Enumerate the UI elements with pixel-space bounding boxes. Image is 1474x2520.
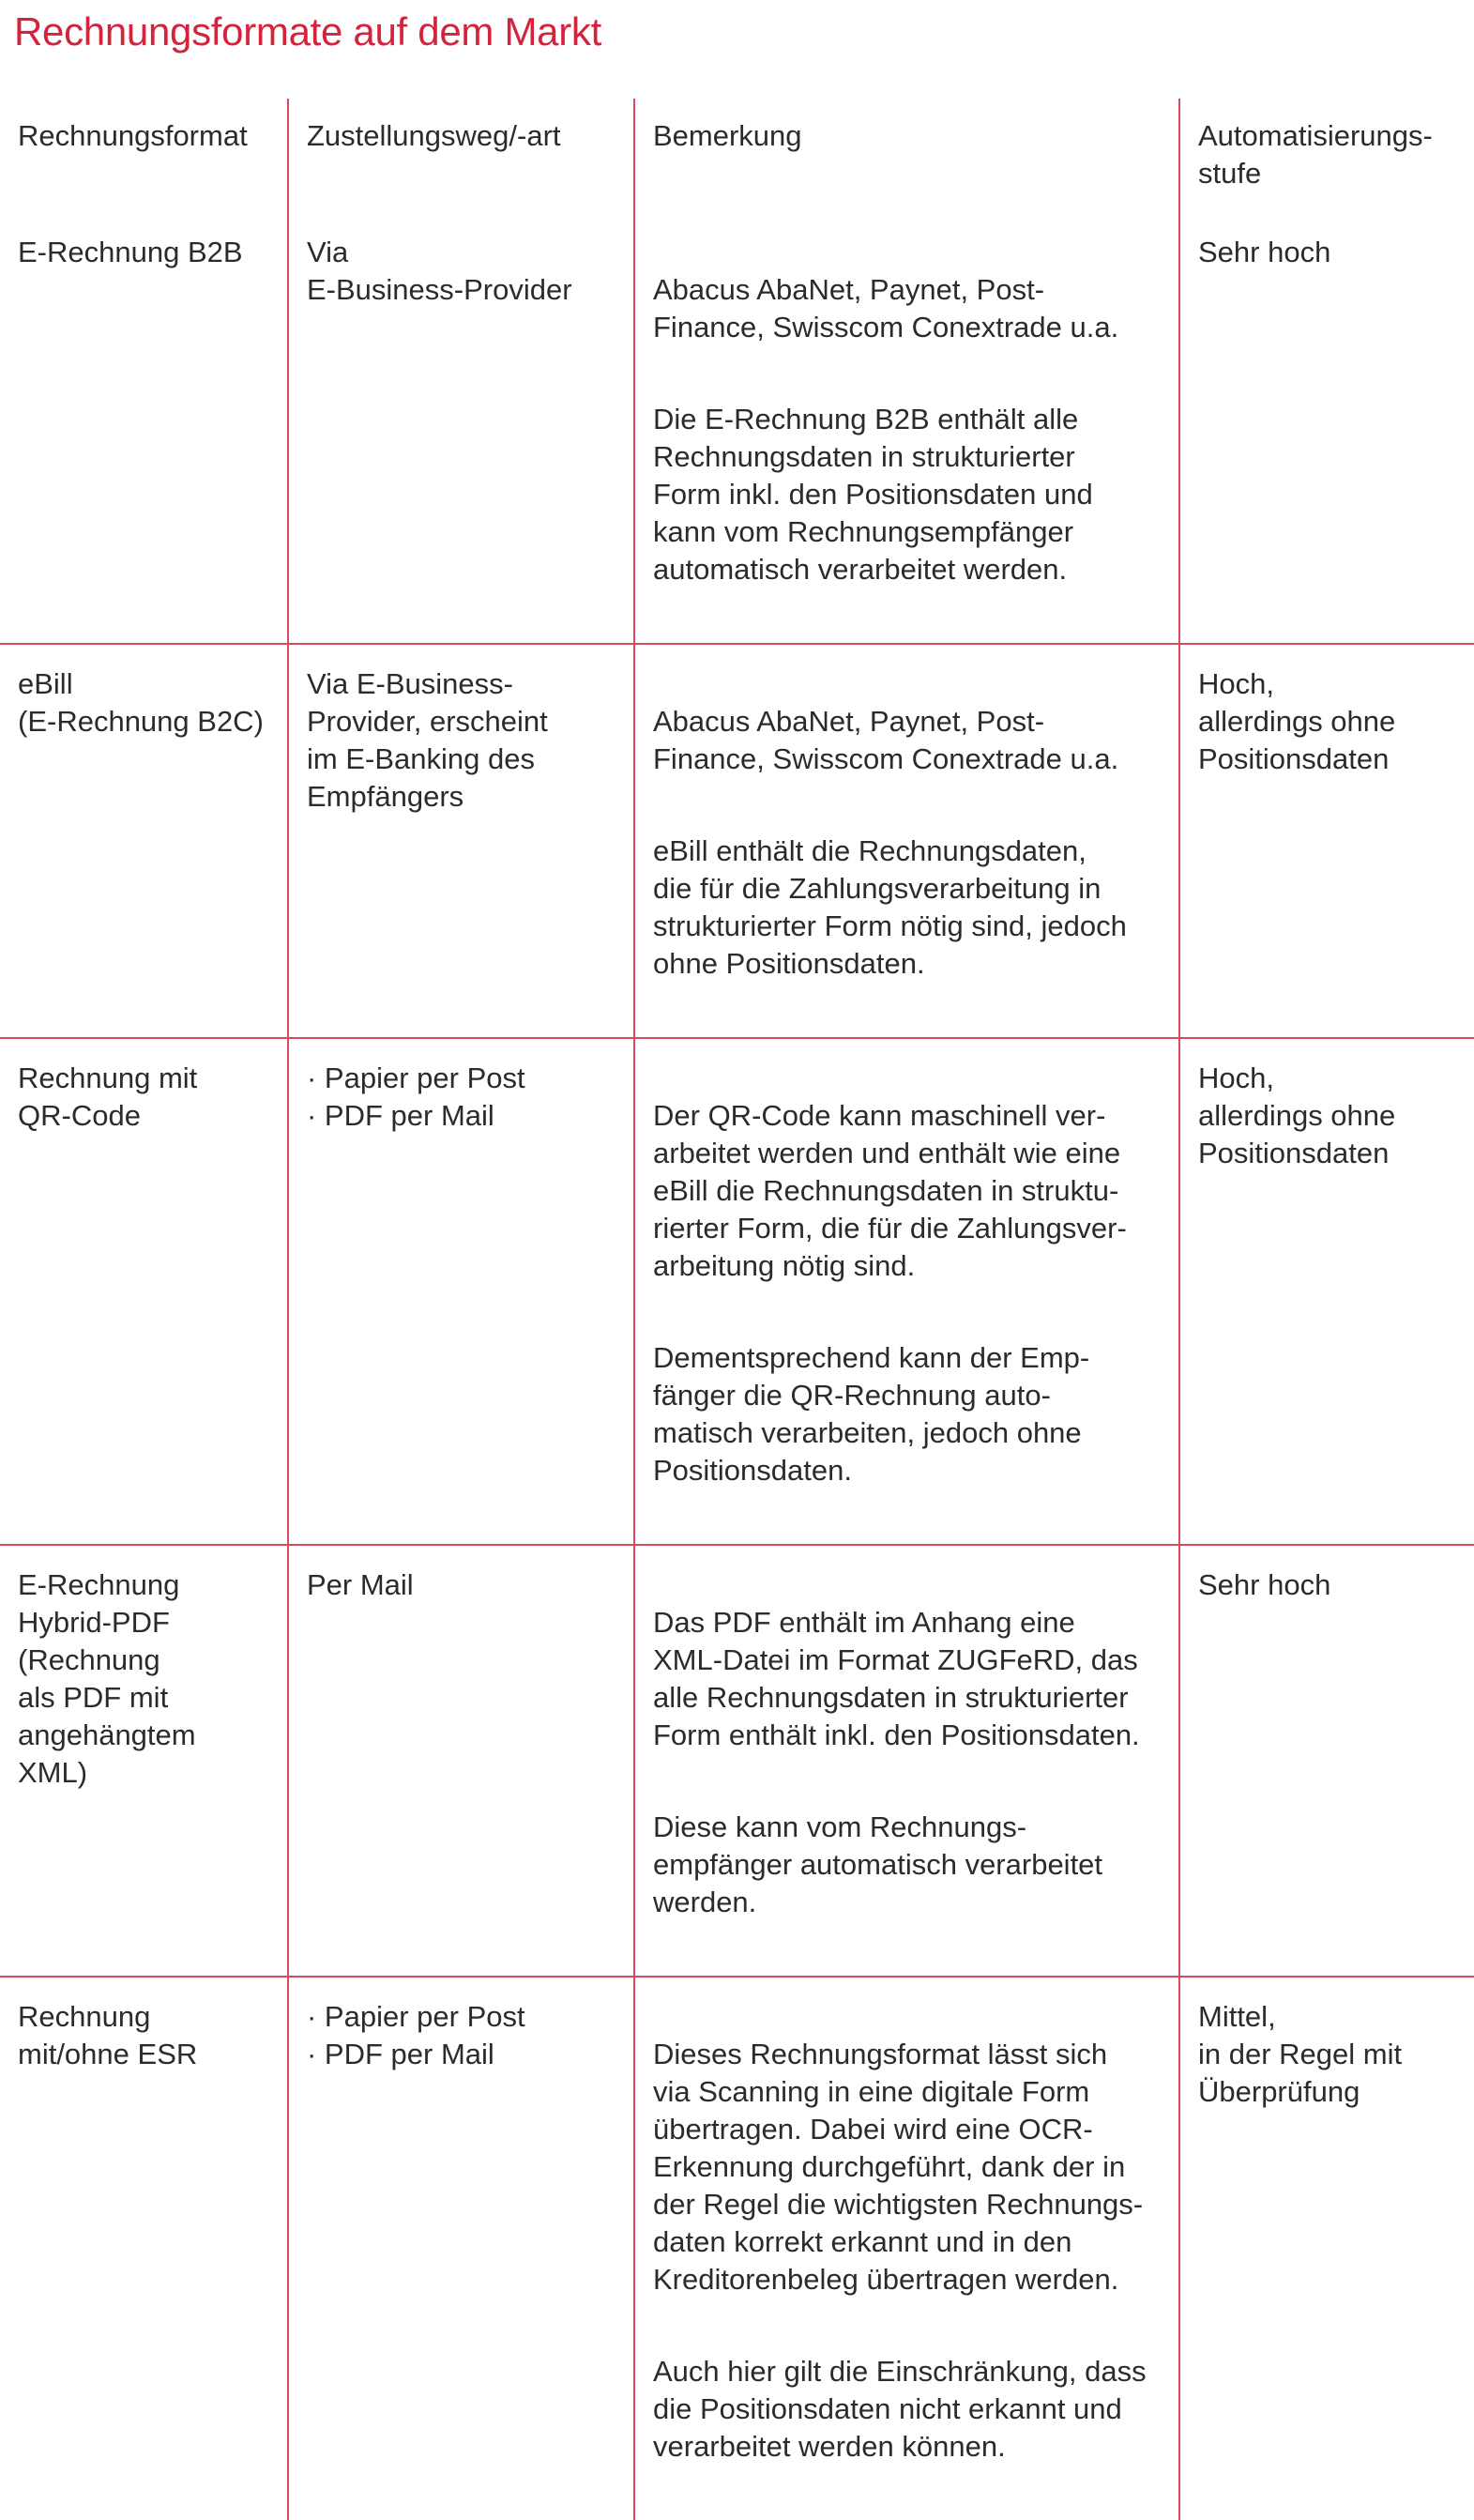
- remark-paragraph: Abacus AbaNet, Paynet, Post- Finance, Swisscom Conextrade u.a.: [653, 705, 1119, 775]
- column-header-format: Rechnungsformat: [18, 119, 248, 152]
- remark-paragraph: Auch hier gilt die Einschränkung, dass die Positionsdaten nicht erkannt und verarbeitet werden können.: [653, 2355, 1147, 2463]
- automation-level-cell: Sehr hoch: [1179, 1545, 1474, 1977]
- remark-cell: [634, 1038, 1179, 1545]
- remark-paragraph: Dementsprechend kann der Emp- fänger die QR-Rechnung auto- matisch verarbeiten, jedoch ohne Positionsdaten.: [653, 1341, 1090, 1487]
- format-cell: Rechnung mit QR-Code: [18, 1061, 198, 1132]
- table-row: [0, 1038, 1474, 1545]
- table-row: [0, 1977, 1474, 2520]
- remark-paragraph: Das PDF enthält im Anhang eine XML-Datei im Format ZUGFeRD, das alle Rechnungsdaten in strukturierter Form enthält inkl. den Positionsdaten.: [653, 1606, 1140, 1751]
- column-header-automation-level: Automatisierungs- stufe: [1179, 99, 1474, 213]
- automation-level-cell: Hoch, allerdings ohne Positionsdaten: [1179, 644, 1474, 1038]
- table-row: [0, 213, 1474, 644]
- remark-paragraph: eBill enthält die Rechnungsdaten, die für die Zahlungsverarbeitung in strukturierter Form nötig sind, jedoch ohne Positionsdaten.: [653, 834, 1127, 980]
- column-header-delivery: Zustellungsweg/-art: [288, 99, 634, 213]
- delivery-cell: Per Mail: [288, 1545, 634, 1977]
- remark-paragraph: Der QR-Code kann maschinell ver- arbeitet werden und enthält wie eine eBill die Rechnungsdaten in struktu- rierter Form, die für die Zahlungsver- arbeitung nötig sind.: [653, 1099, 1127, 1282]
- table-row: [0, 644, 1474, 1038]
- format-cell: Rechnung mit/ohne ESR: [18, 2000, 198, 2070]
- table-header-row: [0, 99, 1474, 213]
- automation-level-cell: Hoch, allerdings ohne Positionsdaten: [1179, 1038, 1474, 1545]
- remark-cell: [634, 1977, 1179, 2520]
- automation-level-cell: Sehr hoch: [1179, 213, 1474, 644]
- remark-paragraph: Diese kann vom Rechnungs- empfänger automatisch verarbeitet werden.: [653, 1810, 1103, 1918]
- format-cell: E-Rechnung Hybrid-PDF (Rechnung als PDF mit angehängtem XML): [18, 1568, 196, 1789]
- remark-cell: [634, 213, 1179, 644]
- remark-paragraph: Abacus AbaNet, Paynet, Post- Finance, Swisscom Conextrade u.a.: [653, 273, 1119, 344]
- delivery-cell: Via E-Business-Provider: [288, 213, 634, 644]
- delivery-cell: Via E-Business- Provider, erscheint im E-Banking des Empfängers: [288, 644, 634, 1038]
- remark-cell: [634, 644, 1179, 1038]
- delivery-cell: · Papier per Post · PDF per Mail: [288, 1977, 634, 2520]
- delivery-cell: · Papier per Post · PDF per Mail: [288, 1038, 634, 1545]
- remark-cell: [634, 1545, 1179, 1977]
- page-title: Rechnungsformate auf dem Markt: [14, 9, 601, 53]
- format-cell: E-Rechnung B2B: [18, 236, 243, 268]
- invoice-formats-table: [0, 99, 1474, 2520]
- automation-level-cell: Mittel, in der Regel mit Überprüfung: [1179, 1977, 1474, 2520]
- remark-paragraph: Dieses Rechnungsformat lässt sich via Scanning in eine digitale Form übertragen. Dabei wird eine OCR- Erkennung durchgeführt, dank der in der Regel die wichtigsten Rechnungs- daten korrekt erkannt und in den Kreditorenbeleg übertragen werden.: [653, 2038, 1144, 2296]
- format-cell: eBill (E-Rechnung B2C): [18, 667, 264, 738]
- remark-paragraph: Die E-Rechnung B2B enthält alle Rechnungsdaten in strukturierter Form inkl. den Positionsdaten und kann vom Rechnungsempfänger automatisch verarbeitet werden.: [653, 403, 1093, 586]
- column-header-remark: Bemerkung: [634, 99, 1179, 213]
- table-row: [0, 1545, 1474, 1977]
